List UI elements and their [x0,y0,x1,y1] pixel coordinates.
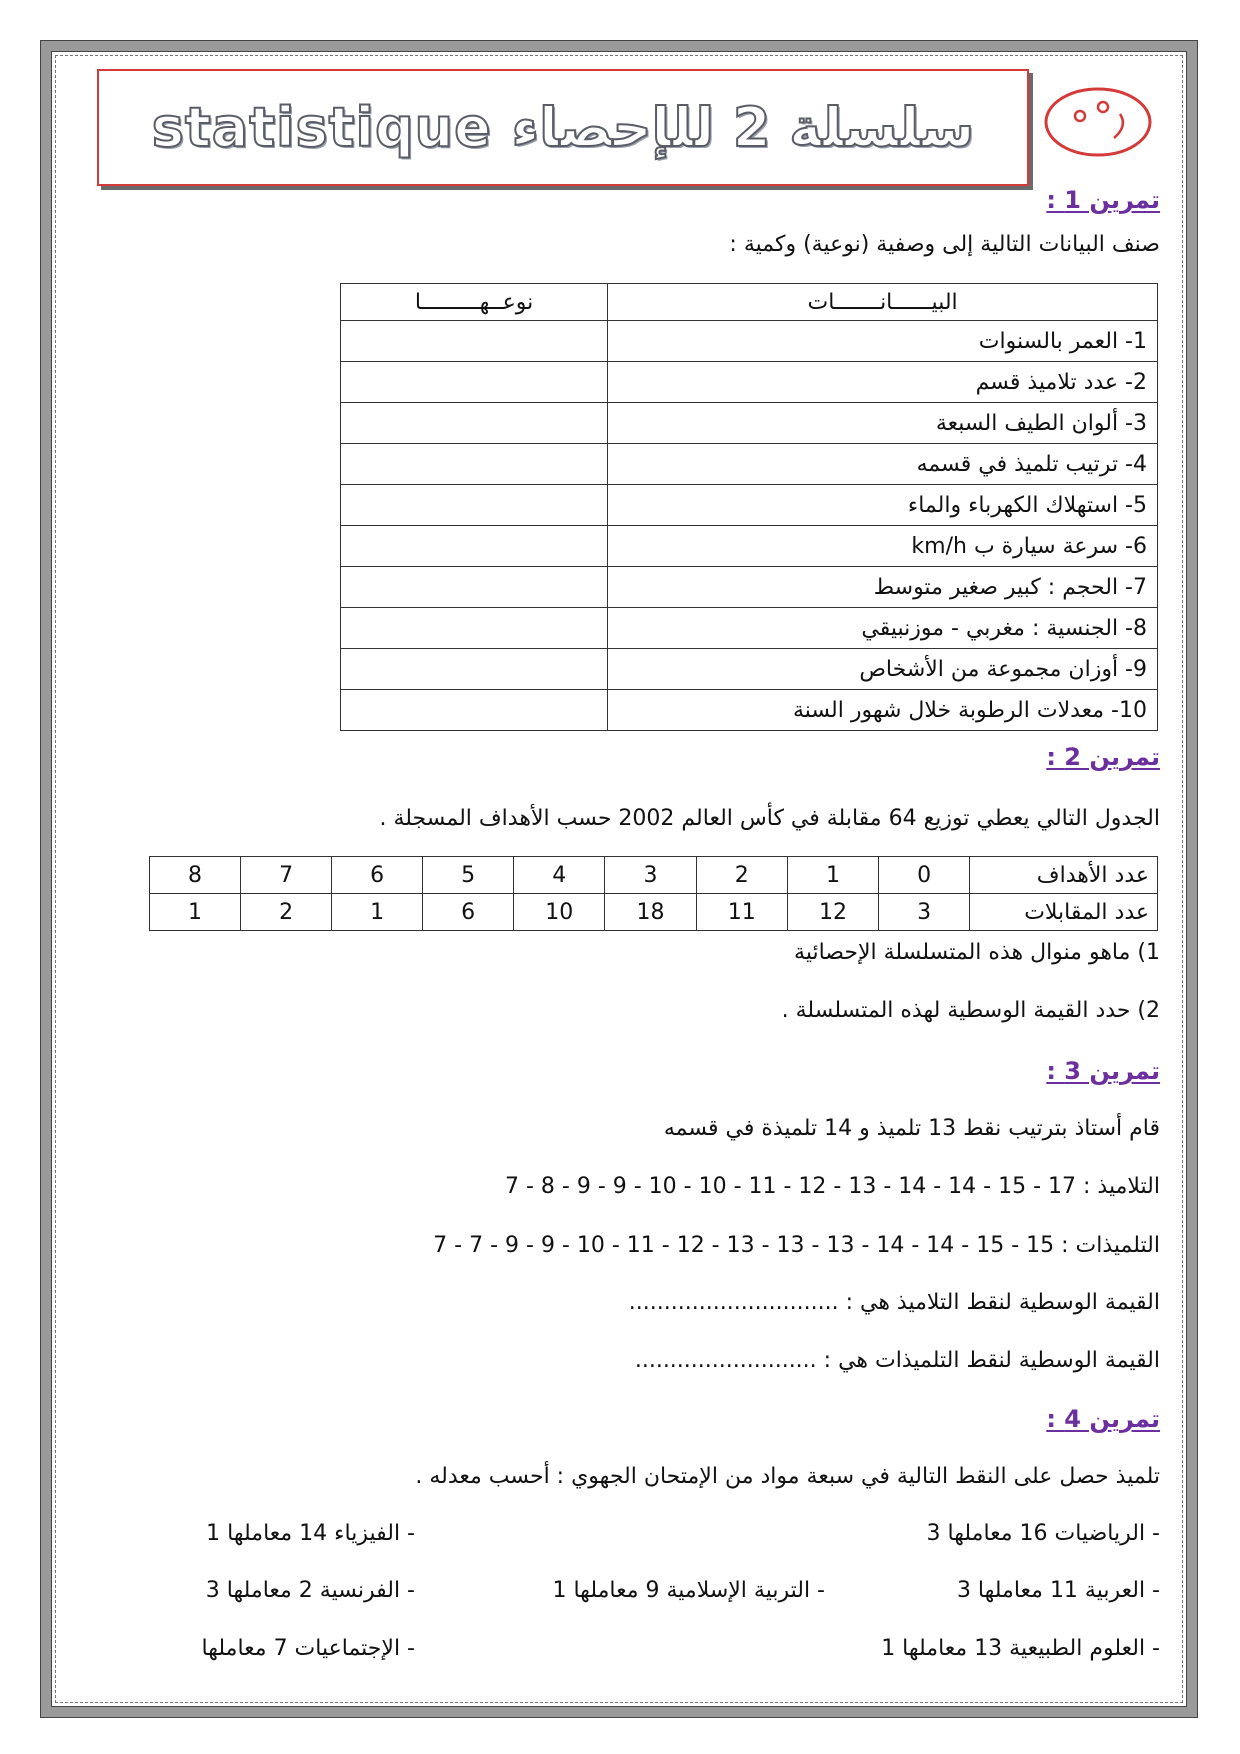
exercise-1-instruction: صنف البيانات التالية إلى وصفية (نوعية) وكمية : [729,232,1160,257]
matches-cell: 3 [879,894,970,931]
exercise-2-question-2: 2) حدد القيمة الوسطية لهذه المتسلسلة . [781,998,1160,1023]
data-cell: 8- الجنسية : مغربي - موزنبيقي [608,608,1158,649]
answer-cell[interactable] [341,690,608,731]
data-cell: 3- ألوان الطيف السبعة [608,403,1158,444]
table-row [341,690,1158,731]
exercise-3-heading: تمرين 3 : [1046,1057,1160,1085]
boys-scores [505,1174,1160,1199]
table-row [341,608,1158,649]
subject-french: - الفرنسية 2 معاملها 3 [205,1578,415,1603]
boys-label: التلاميذ : [1083,1174,1160,1199]
goals-cell: 2 [696,857,787,894]
exercise-4-intro: تلميذ حصل على النقط التالية في سبعة مواد من الإمتحان الجهوي : أحسب معدله . [415,1464,1160,1489]
answer-cell[interactable] [341,567,608,608]
goals-cell: 0 [879,857,970,894]
data-cell: 1- العمر بالسنوات [608,321,1158,362]
table-row [341,321,1158,362]
table-row [341,567,1158,608]
page-title: statistique سلسلة 2 للإحصاء [151,96,975,159]
answer-cell[interactable] [341,362,608,403]
goals-cell: 6 [332,857,423,894]
table-row [341,485,1158,526]
goals-row [150,857,1158,894]
matches-row-label: عدد المقابلات [970,894,1158,931]
exercise-3-intro: قام أستاذ بترتيب نقط 13 تلميذ و 14 تلميذة في قسمه [663,1116,1160,1141]
data-cell: 9- أوزان مجموعة من الأشخاص [608,649,1158,690]
subject-islamic: - التربية الإسلامية 9 معاملها 1 [552,1578,825,1603]
boys-values: 7 - 8 - 9 - 9 - 10 - 10 - 11 - 12 - 13 - 14 - 14 - 15 - 17 [504,1174,1077,1199]
goals-distribution-table [149,856,1158,931]
matches-cell: 10 [514,894,605,931]
goals-cell: 7 [241,857,332,894]
exercise-4-heading: تمرين 4 : [1046,1405,1160,1433]
exercise-1-heading: تمرين 1 : [1046,186,1160,214]
goals-row-label: عدد الأهداف [970,857,1158,894]
table-row [341,649,1158,690]
subject-science: - العلوم الطبيعية 13 معاملها 1 [881,1636,1160,1661]
table-row [341,526,1158,567]
type-column-header: نوعــهـــــــــا [341,284,608,321]
matches-row [150,894,1158,931]
table-row [341,444,1158,485]
subject-physics: - الفيزياء 14 معاملها 1 [206,1521,415,1546]
matches-cell: 12 [787,894,878,931]
table-row [341,362,1158,403]
girls-scores [433,1233,1160,1258]
data-cell: 6- سرعة سيارة ب km/h [608,526,1158,567]
data-cell: 4- ترتيب تلميذ في قسمه [608,444,1158,485]
median-boys-line: القيمة الوسطية لنقط التلاميذ هي : .............................. [628,1290,1160,1315]
matches-cell: 11 [696,894,787,931]
exercise-2-question-1: 1) ماهو منوال هذه المتسلسلة الإحصائية [794,940,1160,965]
exercise-2-intro: الجدول التالي يعطي توزيع 64 مقابلة في كأس العالم 2002 حسب الأهداف المسجلة . [379,806,1160,831]
answer-cell[interactable] [341,649,608,690]
goals-cell: 4 [514,857,605,894]
matches-cell: 1 [332,894,423,931]
data-cell: 2- عدد تلاميذ قسم [608,362,1158,403]
answer-cell[interactable] [341,321,608,362]
table-header-row [341,284,1158,321]
girls-label: التلميذات : [1061,1233,1160,1258]
data-column-header: البيــــــانـــــــات [608,284,1158,321]
goals-cell: 3 [605,857,696,894]
matches-cell: 1 [150,894,241,931]
data-cell: 5- استهلاك الكهرباء والماء [608,485,1158,526]
answer-cell[interactable] [341,403,608,444]
median-girls-line: القيمة الوسطية لنقط التلميذات هي : .......................... [634,1348,1160,1373]
goals-cell: 1 [787,857,878,894]
data-cell: 7- الحجم : كبير صغير متوسط [608,567,1158,608]
title-banner [97,69,1029,186]
goals-cell: 8 [150,857,241,894]
matches-cell: 2 [241,894,332,931]
subject-math: - الرياضيات 16 معاملها 3 [926,1521,1160,1546]
matches-cell: 6 [423,894,514,931]
subject-arabic: - العربية 11 معاملها 3 [956,1578,1160,1603]
exercise-2-heading: تمرين 2 : [1046,743,1160,771]
answer-cell[interactable] [341,485,608,526]
subject-social: - الإجتماعيات 7 معاملها [201,1636,415,1661]
matches-cell: 18 [605,894,696,931]
table-row [341,403,1158,444]
goals-cell: 5 [423,857,514,894]
answer-cell[interactable] [341,608,608,649]
answer-cell[interactable] [341,444,608,485]
smiley-icon [1040,82,1156,162]
data-classification-table [340,283,1158,731]
data-cell: 10- معدلات الرطوبة خلال شهور السنة [608,690,1158,731]
girls-values: 7 - 7 - 9 - 9 - 10 - 11 - 12 - 13 - 13 - 13 - 14 - 14 - 15 - 15 [433,1233,1055,1258]
answer-cell[interactable] [341,526,608,567]
